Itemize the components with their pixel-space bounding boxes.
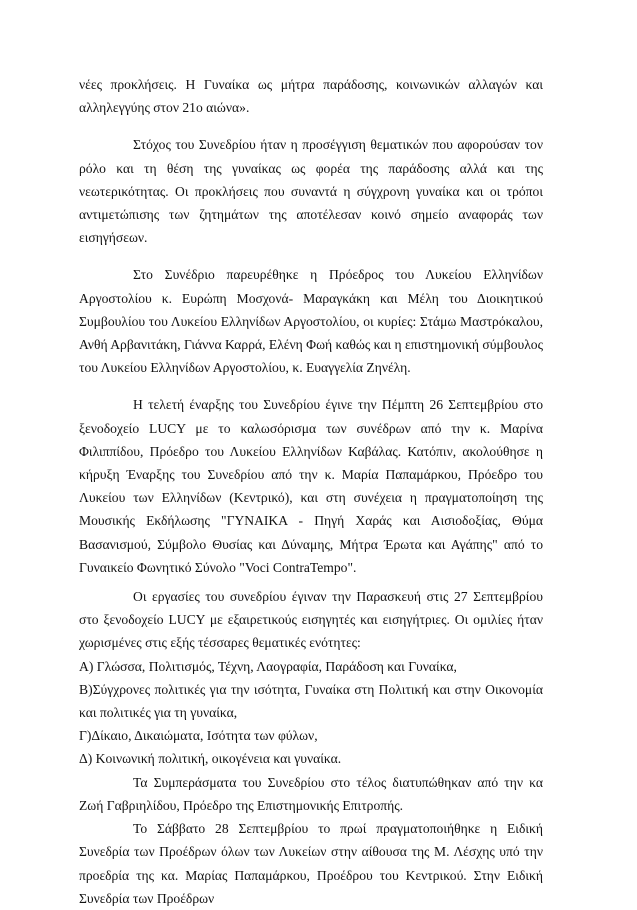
paragraph-special-session: Το Σάββατο 28 Σεπτεμβρίου το πρωί πραγματοποιήθηκε η Ειδική Συνεδρία των Προέδρων όλων των Λυκείων στην αίθουσα της Μ. Λέσχης υπό την προεδρία της κα. Μαρίας Παπαμάρκου, Προέδρου του Κεντρικού. Στην Ειδική Συνεδρία των Προέδρων [79, 821, 543, 906]
paragraph-conference-work: Οι εργασίες του συνεδρίου έγιναν την Παρασκευή στις 27 Σεπτεμβρίου στο ξενοδοχείο LUCY με εξαιρετικούς εισηγητές και εισηγήτριες. Οι ομιλίες ήταν χωρισμένες στις εξής τέσσαρες θεματικές ενότητες: [79, 589, 543, 651]
document-page [79, 73, 543, 910]
paragraph-attendees: Στο Συνέδριο παρευρέθηκε η Πρόεδρος του Λυκείου Ελληνίδων Αργοστολίου κ. Ευρώπη Μοσχονά- Μαραγκάκη και Μέλη του Διοικητικού Συμβουλίου του Λυκείου Ελληνίδων Αργοστολίου, οι κυρίες: Στάμω Μαστρόκαλου, Ανθή Αρβανιτάκη, Γιάννα Καρρά, Ελένη Φωή καθώς και η επιστημονική σύμβουλος του Λυκείου Ελληνίδων Αργοστολίου, κ. Ευαγγελία Ζηνέλη. [79, 267, 543, 376]
thematic-unit-c: Γ)Δίκαιο, Δικαιώματα, Ισότητα των φύλων, [79, 728, 318, 744]
paragraph-opening-ceremony: Η τελετή έναρξης του Συνεδρίου έγινε την Πέμπτη 26 Σεπτεμβρίου στο ξενοδοχείο LUCY με το καλωσόρισμα των συνέδρων από την κ. Μαρίνα Φιλιππίδου, Πρόεδρο του Λυκείου Ελληνίδων Καβάλας. Κατόπιν, ακολούθησε η κήρυξη Έναρξης του Συνεδρίου από την κ. Μαρία Παπαμάρκου, Πρόεδρο του Λυκείου των Ελληνίδων (Κεντρικό), και στη συνέχεια η πραγματοποίηση της Μουσικής Εκδήλωσης "ΓΥΝΑΙΚΑ - Πηγή Χαράς και Αισιοδοξίας, Θύμα Βασανισμού, Σύμβολο Θυσίας και Δύναμης, Μήτρα Έρωτα και Αγάπης" από το Γυναικείο Φωνητικό Σύνολο "Voci ContraTempo". [79, 397, 543, 575]
thematic-units-list [79, 655, 543, 771]
paragraph-conference-goal: Στόχος του Συνεδρίου ήταν η προσέγγιση θεματικών που αφορούσαν τον ρόλο και τη θέση της γυναίκας ως φορέα της παράδοσης αλλά και της νεωτερικότητας. Οι προκλήσεις που συναντά η σύγχρονη γυναίκα και οι τρόποι αντιμετώπισης των ζητημάτων της αποτέλεσαν κοινό σημείο αναφοράς των εισηγήσεων. [79, 137, 543, 246]
thematic-unit-a: Α) Γλώσσα, Πολιτισμός, Τέχνη, Λαογραφία, Παράδοση και Γυναίκα, [79, 658, 457, 674]
thematic-unit-b: Β)Σύγχρονες πολιτικές για την ισότητα, Γυναίκα στη Πολιτική και στην Οικονομία και πολιτικές για τη γυναίκα, [79, 681, 543, 721]
paragraph-intro-continuation: νέες προκλήσεις. Η Γυναίκα ως μήτρα παράδοσης, κοινωνικών αλλαγών και αλληλεγγύης στον 21ο αιώνα». [79, 77, 543, 116]
paragraph-conclusions: Τα Συμπεράσματα του Συνεδρίου στο τέλος διατυπώθηκαν από την κα Ζωή Γαβριηλίδου, Πρόεδρο της Επιστημονικής Επιτροπής. [79, 774, 543, 813]
thematic-unit-d: Δ) Κοινωνική πολιτική, οικογένεια και γυναίκα. [79, 751, 342, 767]
